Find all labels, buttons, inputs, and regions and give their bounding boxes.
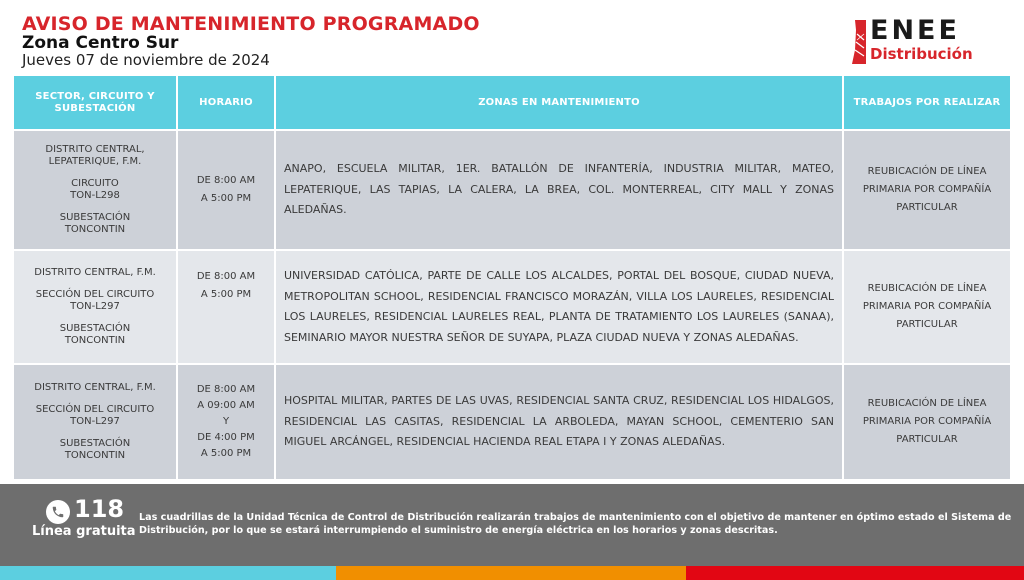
color-bars bbox=[0, 566, 1024, 580]
circuit-id: TON-L298 bbox=[70, 190, 120, 201]
footer-description: Las cuadrillas de la Unidad Técnica de Control de Distribución realizarán trabajos de mantenimiento con el objetivo de mantener en óptimo estado el Sistema de Distribución, por lo que se estará interrumpiendo el suministro de energía eléctrica en los horarios y zonas descritas. bbox=[139, 512, 1012, 536]
substation-name: TONCONTIN bbox=[64, 335, 126, 346]
tower-icon bbox=[852, 20, 866, 64]
sector-name: DISTRITO CENTRAL, LEPATERIQUE, F.M. bbox=[45, 144, 145, 167]
circuit-label: SECCIÓN DEL CIRCUITO bbox=[35, 404, 155, 415]
zones-cell bbox=[276, 365, 844, 479]
notice-header bbox=[0, 0, 1024, 76]
circuit-label: SECCIÓN DEL CIRCUITO bbox=[35, 289, 155, 300]
circuit-id: TON-L297 bbox=[70, 416, 120, 427]
table-row bbox=[14, 131, 1010, 251]
table-header-row bbox=[14, 76, 1010, 131]
zones-cell bbox=[276, 131, 844, 249]
maintenance-table bbox=[14, 76, 1010, 481]
phone-icon bbox=[46, 500, 70, 524]
circuit-label: CIRCUITO bbox=[71, 178, 119, 189]
hours-line: A 5:00 PM bbox=[200, 289, 252, 300]
hours-line: DE 8:00 AM bbox=[196, 175, 256, 186]
work-text: REUBICACIÓN DE LÍNEA PRIMARIA POR COMPAÑÍA PARTICULAR bbox=[862, 283, 992, 330]
column-header-work: TRABAJOS POR REALIZAR bbox=[853, 96, 1001, 108]
enee-logo bbox=[852, 15, 997, 66]
hours-cell bbox=[178, 365, 276, 479]
hours-cell bbox=[178, 131, 276, 249]
work-cell bbox=[844, 131, 1010, 249]
hours-line: A 5:00 PM bbox=[200, 448, 252, 459]
substation-label: SUBESTACIÓN bbox=[59, 323, 131, 334]
zones-text: HOSPITAL MILITAR, PARTES DE LAS UVAS, RESIDENCIAL SANTA CRUZ, RESIDENCIAL LOS HIDALGOS, RESIDENCIAL LAS CASITAS, RESIDENCIAL LA ARBOLEDA, MAYAN SCHOOL, CEMENTERIO SAN MIGUEL ARCÁNGEL, RESIDENCIAL HACIENDA REAL ETAPA I Y ZONAS ALEDAÑAS. bbox=[284, 394, 834, 449]
column-header-sector: SECTOR, CIRCUITO Y SUBESTACIÓN bbox=[14, 76, 178, 129]
hours-line: A 09:00 AM bbox=[197, 400, 255, 411]
zones-text: ANAPO, ESCUELA MILITAR, 1ER. BATALLÓN DE INFANTERÍA, INDUSTRIA MILITAR, MATEO, LEPATERIQUE, LAS TAPIAS, LA CALERA, LA BREA, COL. MONTERREAL, CITY MALL Y ZONAS ALEDAÑAS. bbox=[284, 162, 834, 217]
circuit-id: TON-L297 bbox=[70, 301, 120, 312]
work-cell bbox=[844, 365, 1010, 479]
bar-orange bbox=[336, 566, 686, 580]
column-header-hours: HORARIO bbox=[178, 76, 276, 129]
sector-name: DISTRITO CENTRAL, F.M. bbox=[34, 267, 156, 278]
substation-label: SUBESTACIÓN bbox=[59, 438, 131, 449]
table-row bbox=[14, 251, 1010, 365]
hours-line: DE 8:00 AM bbox=[196, 384, 256, 395]
footer-banner bbox=[0, 484, 1024, 566]
work-text: REUBICACIÓN DE LÍNEA PRIMARIA POR COMPAÑÍA PARTICULAR bbox=[862, 166, 992, 213]
sector-name: DISTRITO CENTRAL, F.M. bbox=[34, 382, 156, 393]
substation-name: TONCONTIN bbox=[64, 450, 126, 461]
hours-line: DE 4:00 PM bbox=[197, 432, 255, 443]
substation-name: TONCONTIN bbox=[64, 224, 126, 235]
work-cell bbox=[844, 251, 1010, 363]
logo-brand: ENEE bbox=[870, 15, 960, 46]
hours-line: Y bbox=[222, 416, 230, 427]
zones-text: UNIVERSIDAD CATÓLICA, PARTE DE CALLE LOS ALCALDES, PORTAL DEL BOSQUE, CIUDAD NUEVA, METROPOLITAN SCHOOL, RESIDENCIAL FRANCISCO MORAZÁN, VILLA LOS LAURELES, RESIDENCIAL LOS LAURELES, RESIDENCIAL LAURELES REAL, PLANTA DE TRATAMIENTO LOS LAURELES (SANAA), SEMINARIO MAYOR NUESTRA SEÑOR DE SUYAPA, PLAZA CIUDAD NUEVA Y ZONAS ALEDAÑAS. bbox=[284, 269, 834, 344]
logo-subtitle: Distribución bbox=[870, 45, 973, 63]
notice-date: Jueves 07 de noviembre de 2024 bbox=[22, 51, 270, 69]
sector-cell bbox=[14, 251, 178, 363]
substation-label: SUBESTACIÓN bbox=[59, 212, 131, 223]
hours-line: A 5:00 PM bbox=[200, 193, 252, 204]
hours-line: DE 8:00 AM bbox=[196, 271, 256, 282]
hotline-label: Línea gratuita bbox=[32, 524, 136, 539]
sector-cell bbox=[14, 365, 178, 479]
table-row bbox=[14, 365, 1010, 481]
zones-cell bbox=[276, 251, 844, 363]
bar-red bbox=[686, 566, 1024, 580]
notice-title: AVISO DE MANTENIMIENTO PROGRAMADO bbox=[22, 13, 480, 35]
hotline-number: 118 bbox=[74, 495, 125, 523]
sector-cell bbox=[14, 131, 178, 249]
work-text: REUBICACIÓN DE LÍNEA PRIMARIA POR COMPAÑÍA PARTICULAR bbox=[862, 398, 992, 445]
hours-cell bbox=[178, 251, 276, 363]
column-header-zones: ZONAS EN MANTENIMIENTO bbox=[276, 76, 844, 129]
bar-cyan bbox=[0, 566, 336, 580]
zone-title: Zona Centro Sur bbox=[22, 33, 179, 53]
